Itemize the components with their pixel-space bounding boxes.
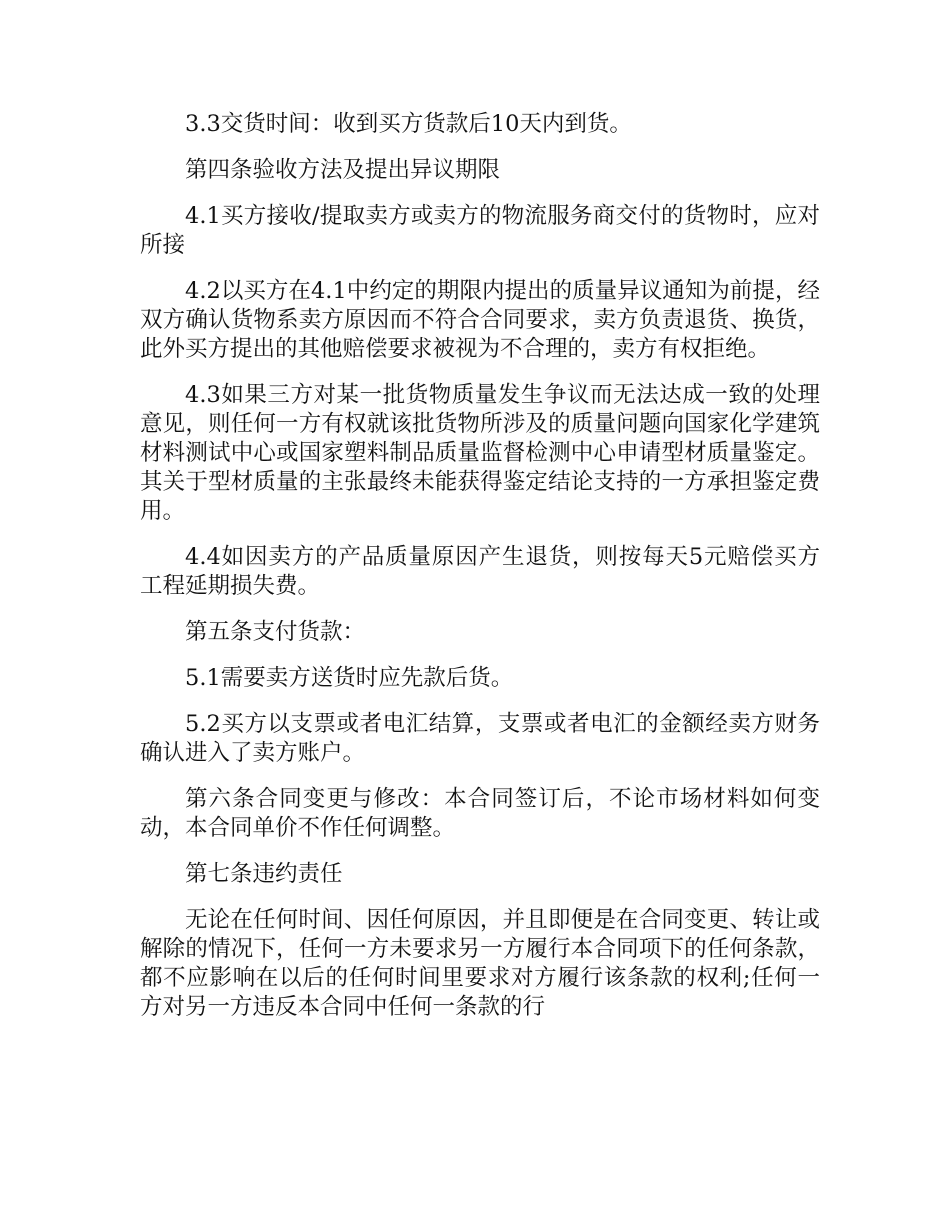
article-7-heading: 第七条违约责任: [185, 861, 343, 887]
clause-4-4: 4.4如因卖方的产品质量原因产生退货，则按每天5元赔偿买方工程延期损失费。: [140, 544, 820, 599]
clause-4-3: 4.3如果三方对某一批货物质量发生争议而无法达成一致的处理意见，则任何一方有权就该批货物所涉及的质量问题向国家化学建筑材料测试中心或国家塑料制品质量监督检测中心申请型材质量鉴定。其关于型材质量的主张最终未能获得鉴定结论支持的一方承担鉴定费用。: [140, 382, 820, 524]
article-6-contract-changes: 第六条合同变更与修改：本合同签订后，不论市场材料如何变动，本合同单价不作任何调整。: [140, 786, 820, 841]
clause-5-1: 5.1需要卖方送货时应先款后货。: [185, 665, 514, 691]
article-7-body: 无论在任何时间、因任何原因，并且即便是在合同变更、转让或解除的情况下，任何一方未要求另一方履行本合同项下的任何条款，都不应影响在以后的任何时间里要求对方履行该条款的权利;任何一方对另一方违反本合同中任何一条款的行: [140, 907, 820, 1020]
clause-4-2: 4.2以买方在4.1中约定的期限内提出的质量异议通知为前提，经双方确认货物系卖方原因而不符合合同要求，卖方负责退货、换货，此外买方提出的其他赔偿要求被视为不合理的，卖方有权拒绝。: [140, 278, 820, 362]
clause-5-2: 5.2买方以支票或者电汇结算，支票或者电汇的金额经卖方财务确认进入了卖方账户。: [140, 711, 820, 766]
article-5-heading: 第五条支付货款：: [185, 619, 366, 645]
clause-4-1: 4.1买方接收/提取卖方或卖方的物流服务商交付的货物时，应对所接: [140, 203, 820, 258]
article-4-heading: 第四条验收方法及提出异议期限: [185, 157, 501, 183]
clause-3-3-delivery-time: 3.3交货时间：收到买方货款后10天内到货。: [185, 111, 632, 137]
document-body: [140, 110, 820, 1039]
